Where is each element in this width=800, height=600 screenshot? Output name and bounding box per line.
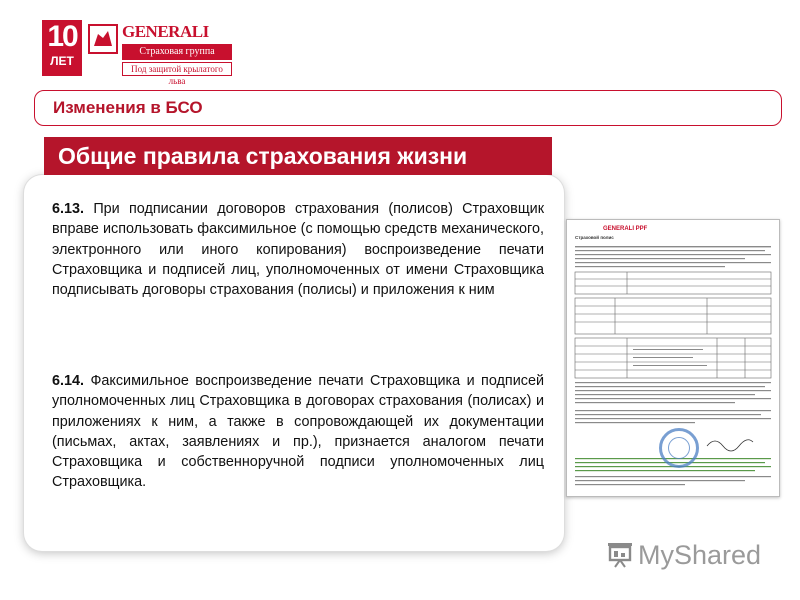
brand-group: Страховая группа xyxy=(122,44,232,60)
clause-text: При подписании договоров страхования (полисов) Страховщик вправе использовать факсимильное (с помощью средств механического, электронного или иного копирования) воспроизведение печати Страховщика и подписей лиц, уполномоченных от имени Страховщика подписывать договоры страхования (полисы) и приложения к ним xyxy=(52,201,544,299)
clause-number: 6.14. xyxy=(52,373,85,389)
anniversary-label: ЛЕТ xyxy=(50,54,74,68)
slide-banner: Общие правила страхования жизни xyxy=(44,137,552,175)
clause xyxy=(52,371,544,493)
stamp-icon xyxy=(659,428,699,468)
rules-text-panel xyxy=(24,175,564,551)
clause xyxy=(52,199,544,300)
section-title: Изменения в БСО xyxy=(53,98,203,117)
clause-text: Факсимильное воспроизведение печати Страховщика и подписей уполномоченных лиц Страховщика в договорах страхования (полисах) и приложениях к ним, а также в сопровождающей их документации (письмах, актах, заявлениях и пр.), признается аналогом печати Страховщика и собственноручной подписи уполномоченных лиц Страховщика. xyxy=(52,373,544,491)
company-logo xyxy=(42,20,232,86)
lion-emblem-icon xyxy=(88,24,118,54)
section-header xyxy=(34,90,782,126)
brand-name: GENERALI xyxy=(122,22,209,41)
watermark-text: MyShared xyxy=(638,540,762,570)
anniversary-years: 10 xyxy=(47,20,77,53)
policy-document-thumbnail xyxy=(566,219,780,497)
document-title: Страховой полис xyxy=(575,235,614,240)
anniversary-badge xyxy=(42,20,82,76)
presentation-icon xyxy=(606,542,634,568)
document-logo: GENERALI PPF xyxy=(603,226,648,232)
clause-number: 6.13. xyxy=(52,201,85,217)
brand-motto: Под защитой крылатого льва xyxy=(122,62,232,76)
